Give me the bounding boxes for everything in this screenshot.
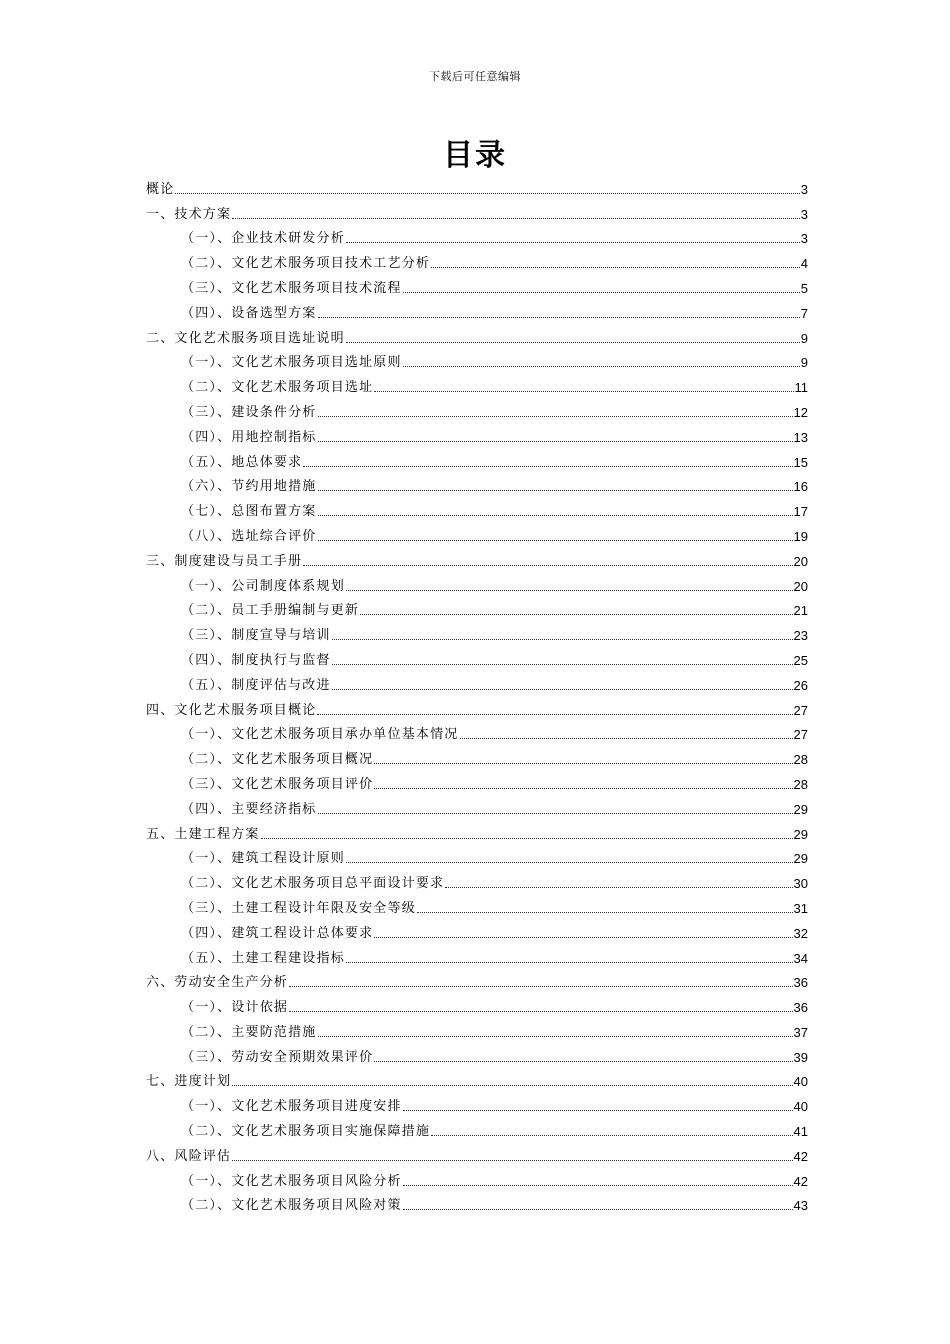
toc-dot-leader [318,316,800,318]
toc-entry-page: 16 [793,479,808,495]
toc-entry-page: 28 [793,776,808,792]
toc-entry[interactable] [146,722,808,747]
toc-entry[interactable] [146,275,808,300]
toc-entry-page: 20 [793,553,808,569]
toc-entry-label: （四）、设备选型方案 [181,305,317,321]
toc-entry-label: （一）、公司制度体系规划 [181,578,345,594]
toc-dot-leader [346,589,793,591]
toc-dot-leader [261,837,793,839]
toc-entry-page: 40 [793,1099,808,1115]
toc-entry[interactable] [146,1168,808,1193]
page-header: 下载后可任意编辑 [429,70,521,83]
toc-entry-label: （二）、文化艺术服务项目总平面设计要求 [181,876,445,892]
toc-dot-leader [317,713,792,715]
toc-entry-label: （二）、文化艺术服务项目选址 [181,380,374,396]
toc-entry-label: （二）、文化艺术服务项目技术工艺分析 [181,256,431,272]
toc-dot-leader [360,613,792,615]
toc-entry-label: （二）、文化艺术服务项目实施保障措施 [181,1124,431,1140]
toc-entry-page: 34 [793,950,808,966]
toc-dot-leader [374,936,792,938]
toc-entry[interactable] [146,548,808,573]
toc-entry-page: 29 [793,851,808,867]
toc-entry-label: （三）、制度宣导与培训 [181,628,331,644]
toc-entry-page: 4 [800,256,808,272]
toc-entry[interactable] [146,374,808,399]
toc-entry-label: 三、制度建设与员工手册 [146,553,303,569]
toc-dot-leader [403,365,800,367]
toc-entry-page: 7 [800,305,808,321]
toc-entry[interactable] [146,523,808,548]
toc-dot-leader [232,1159,792,1161]
toc-entry[interactable] [146,399,808,424]
toc-entry-page: 9 [800,330,808,346]
toc-entry-page: 36 [793,1000,808,1016]
page-title: 目录 [443,138,507,173]
toc-entry-page: 9 [800,355,808,371]
toc-entry[interactable] [146,870,808,895]
toc-dot-leader [431,1134,792,1136]
toc-entry-page: 39 [793,1049,808,1065]
toc-entry-label: （二）、文化艺术服务项目概况 [181,752,374,768]
toc-entry-label: （七）、总图布置方案 [181,504,317,520]
toc-entry-page: 21 [793,603,808,619]
toc-dot-leader [332,663,793,665]
toc-entry[interactable] [146,424,808,449]
toc-entry[interactable] [146,325,808,350]
table-of-contents [146,176,808,1217]
toc-entry-label: （一）、建筑工程设计原则 [181,851,345,867]
toc-dot-leader [303,465,792,467]
toc-entry-page: 30 [793,876,808,892]
toc-entry-label: （一）、文化艺术服务项目进度安排 [181,1099,402,1115]
toc-entry[interactable] [146,498,808,523]
toc-dot-leader [445,886,792,888]
toc-dot-leader [332,688,793,690]
toc-dot-leader [175,192,799,194]
toc-entry-label: 七、进度计划 [146,1074,232,1090]
toc-entry-label: （五）、土建工程建设指标 [181,950,345,966]
toc-entry-page: 23 [793,628,808,644]
toc-dot-leader [318,539,793,541]
toc-dot-leader [232,1084,792,1086]
toc-entry-label: （一）、文化艺术服务项目选址原则 [181,355,402,371]
toc-entry-page: 41 [793,1124,808,1140]
toc-dot-leader [346,341,800,343]
toc-dot-leader [417,911,793,913]
toc-entry-page: 12 [793,404,808,420]
toc-entry-label: （四）、制度执行与监督 [181,652,331,668]
toc-dot-leader [232,217,800,219]
toc-dot-leader [318,812,793,814]
toc-entry[interactable] [146,1044,808,1069]
toc-entry[interactable] [146,598,808,623]
toc-entry[interactable] [146,474,808,499]
toc-entry-label: （三）、土建工程设计年限及安全等级 [181,900,416,916]
toc-entry-page: 20 [793,578,808,594]
toc-dot-leader [346,961,793,963]
toc-dot-leader [318,1035,793,1037]
toc-entry-page: 26 [793,677,808,693]
toc-entry-page: 31 [793,900,808,916]
toc-dot-leader [374,787,792,789]
toc-entry-page: 36 [793,975,808,991]
toc-entry[interactable] [146,994,808,1019]
toc-entry-page: 32 [793,925,808,941]
toc-entry[interactable] [146,350,808,375]
toc-entry-page: 40 [793,1074,808,1090]
toc-entry[interactable] [146,945,808,970]
toc-entry-label: 一、技术方案 [146,206,232,222]
toc-entry-page: 42 [793,1148,808,1164]
toc-dot-leader [431,266,800,268]
toc-entry-label: （五）、地总体要求 [181,454,303,470]
toc-entry[interactable] [146,920,808,945]
toc-entry-page: 25 [793,652,808,668]
toc-entry-label: （三）、劳动安全预期效果评价 [181,1049,374,1065]
toc-entry-label: （四）、建筑工程设计总体要求 [181,925,374,941]
toc-entry-page: 19 [793,528,808,544]
toc-entry[interactable] [146,771,808,796]
toc-entry-page: 3 [800,181,808,197]
toc-entry-label: 六、劳动安全生产分析 [146,975,289,991]
toc-entry-page: 27 [793,727,808,743]
toc-dot-leader [460,737,793,739]
toc-entry-label: （四）、用地控制指标 [181,429,317,445]
toc-entry[interactable] [146,1019,808,1044]
toc-dot-leader [374,390,793,392]
toc-dot-leader [403,1208,793,1210]
toc-entry[interactable] [146,176,808,201]
toc-entry-page: 37 [793,1024,808,1040]
toc-entry-page: 17 [793,504,808,520]
toc-entry[interactable] [146,250,808,275]
toc-entry-label: 五、土建工程方案 [146,826,260,842]
toc-dot-leader [318,440,793,442]
toc-entry-page: 43 [793,1198,808,1214]
toc-entry-label: （二）、主要防范措施 [181,1024,317,1040]
toc-entry-page: 3 [800,206,808,222]
toc-entry-label: （三）、文化艺术服务项目评价 [181,776,374,792]
toc-dot-leader [346,241,800,243]
toc-entry-page: 15 [793,454,808,470]
toc-dot-leader [374,1060,792,1062]
toc-entry[interactable] [146,622,808,647]
toc-entry[interactable] [146,201,808,226]
toc-dot-leader [332,638,793,640]
toc-entry-label: （一）、企业技术研发分析 [181,231,345,247]
toc-entry-label: 概论 [146,181,175,197]
toc-entry-page: 27 [793,702,808,718]
toc-entry-page: 29 [793,801,808,817]
toc-entry-label: （一）、文化艺术服务项目风险分析 [181,1173,402,1189]
toc-entry-page: 29 [793,826,808,842]
toc-dot-leader [346,861,793,863]
toc-entry-label: （二）、员工手册编制与更新 [181,603,360,619]
toc-entry[interactable] [146,226,808,251]
toc-entry[interactable] [146,647,808,672]
toc-dot-leader [318,415,793,417]
toc-entry[interactable] [146,300,808,325]
toc-entry-label: （八）、选址综合评价 [181,528,317,544]
toc-entry[interactable] [146,672,808,697]
toc-entry[interactable] [146,1118,808,1143]
toc-entry-label: 二、文化艺术服务项目选址说明 [146,330,345,346]
toc-entry-page: 3 [800,231,808,247]
toc-entry-label: （一）、文化艺术服务项目承办单位基本情况 [181,727,459,743]
toc-entry-label: 四、文化艺术服务项目概论 [146,702,317,718]
toc-entry[interactable] [146,821,808,846]
toc-entry[interactable] [146,1093,808,1118]
toc-entry-page: 13 [793,429,808,445]
toc-entry[interactable] [146,1143,808,1168]
toc-entry[interactable] [146,1193,808,1218]
toc-dot-leader [403,291,800,293]
toc-entry[interactable] [146,895,808,920]
toc-dot-leader [403,1109,793,1111]
toc-entry-label: （三）、文化艺术服务项目技术流程 [181,280,402,296]
toc-entry[interactable] [146,1069,808,1094]
toc-entry[interactable] [146,796,808,821]
toc-entry-label: （五）、制度评估与改进 [181,677,331,693]
toc-entry-label: （二）、文化艺术服务项目风险对策 [181,1198,402,1214]
toc-dot-leader [318,514,793,516]
toc-entry-label: 八、风险评估 [146,1148,232,1164]
toc-entry-label: （四）、主要经济指标 [181,801,317,817]
toc-entry-page: 11 [794,380,808,396]
toc-dot-leader [289,985,793,987]
toc-dot-leader [374,762,792,764]
toc-dot-leader [303,564,792,566]
toc-entry[interactable] [146,846,808,871]
toc-entry-label: （一）、设计依据 [181,1000,289,1016]
toc-dot-leader [289,1010,792,1012]
toc-entry[interactable] [146,697,808,722]
toc-entry-label: （六）、节约用地措施 [181,479,317,495]
toc-entry[interactable] [146,746,808,771]
toc-entry-label: （三）、建设条件分析 [181,404,317,420]
toc-dot-leader [403,1184,793,1186]
toc-dot-leader [318,489,793,491]
toc-entry[interactable] [146,573,808,598]
toc-entry-page: 5 [800,280,808,296]
toc-entry[interactable] [146,970,808,995]
toc-entry-page: 28 [793,752,808,768]
toc-entry[interactable] [146,449,808,474]
toc-entry-page: 42 [793,1173,808,1189]
